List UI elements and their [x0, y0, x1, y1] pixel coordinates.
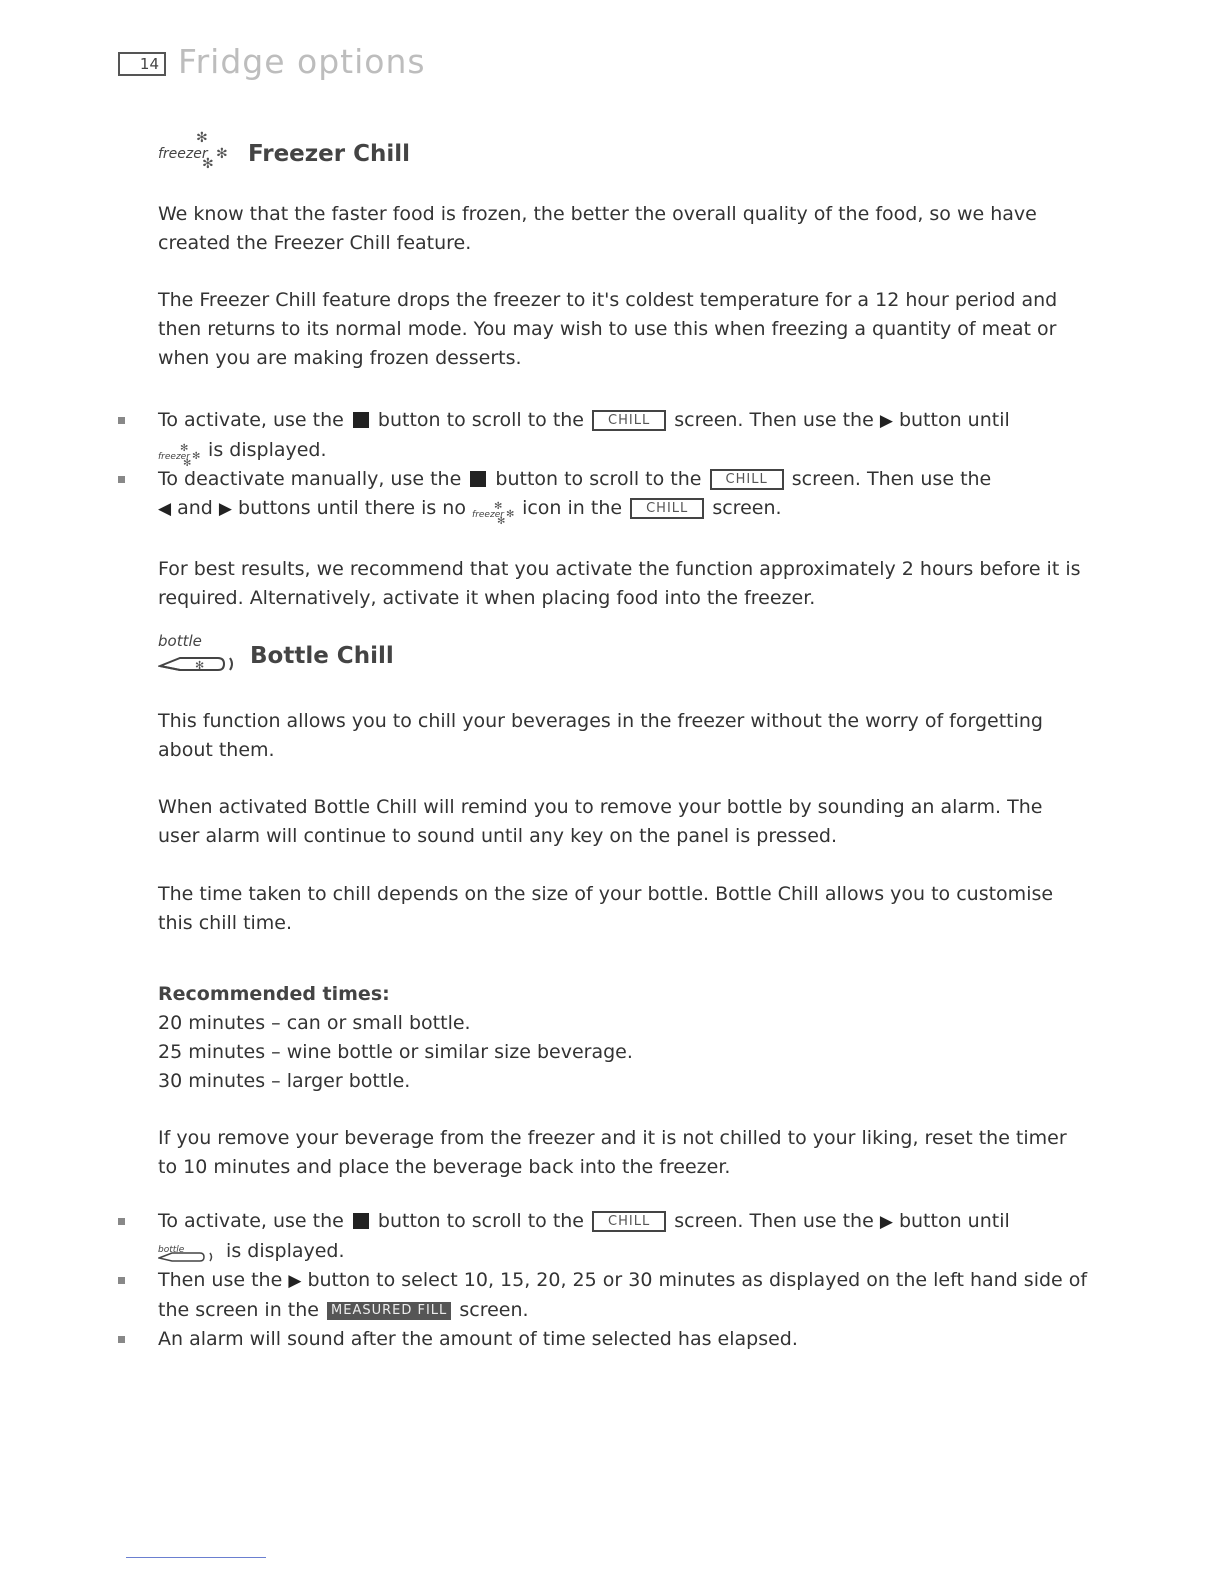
freezer-chill-heading: [158, 130, 411, 174]
right-arrow-icon: ▶: [879, 1212, 893, 1232]
footer-rule: [126, 1557, 266, 1558]
list-item: To activate, use the button to scroll to the CHILL screen. Then use the ▶ button until bottle is displayed.: [158, 1207, 1108, 1266]
bottle-bullets: [158, 1207, 1108, 1354]
freezer-para-3: For best results, we recommend that you activate the function approximately 2 hours before it is required. Alternatively, activate it when placing food into the freezer.: [158, 558, 1081, 609]
list-item: To deactivate manually, use the button to scroll to the CHILL screen. Then use the ◀ and ▶ buttons until there is no freezer ✻ ✻ ✻ icon in the CHILL screen.: [158, 465, 1108, 524]
chill-screen-label: CHILL: [710, 469, 784, 490]
freezer-chill-icon: freezer ✻ ✻ ✻: [472, 500, 515, 527]
list-item: To activate, use the button to scroll to the CHILL screen. Then use the ▶ button until freezer ✻ ✻ ✻ is displayed.: [158, 406, 1108, 465]
bottle-chill-title: Bottle Chill: [250, 643, 394, 669]
bottle-chill-icon: bottle ✻: [158, 634, 242, 678]
left-arrow-icon: ◀: [158, 499, 172, 519]
list-item: Then use the ▶ button to select 10, 15, 20, 25 or 30 minutes as displayed on the left hand side of the screen in the MEASURED FILL screen.: [158, 1266, 1108, 1325]
list-item: An alarm will sound after the amount of time selected has elapsed.: [158, 1325, 1108, 1354]
bottle-chill-icon: bottle: [158, 1240, 220, 1264]
bottle-para-1: This function allows you to chill your beverages in the freezer without the worry of forgetting about them.: [158, 710, 1043, 761]
scroll-button-icon: [353, 1213, 369, 1229]
right-arrow-icon: ▶: [879, 411, 893, 431]
freezer-chill-icon: freezer ✻ ✻ ✻: [158, 442, 201, 469]
chill-screen-label: CHILL: [592, 1211, 666, 1232]
scroll-button-icon: [470, 471, 486, 487]
page-title: Fridge options: [178, 42, 426, 81]
bottle-para-2: When activated Bottle Chill will remind you to remove your bottle by sounding an alarm. The user alarm will continue to sound until any key on the panel is pressed.: [158, 796, 1043, 847]
freezer-para-1: We know that the faster food is frozen, the better the overall quality of the food, so we have created the Freezer Chill feature.: [158, 203, 1037, 254]
svg-text:✻: ✻: [195, 659, 205, 672]
chill-screen-label: CHILL: [592, 410, 666, 431]
recommended-times: [158, 980, 1088, 1096]
freezer-bullets: [158, 406, 1108, 527]
right-arrow-icon: ▶: [218, 499, 232, 519]
recommended-times-heading: Recommended times:: [158, 983, 390, 1005]
freezer-para-2: The Freezer Chill feature drops the freezer to it's coldest temperature for a 12 hour period and then returns to its normal mode. You may wish to use this when freezing a quantity of meat or when you are making frozen desserts.: [158, 289, 1058, 369]
page-header: [118, 42, 426, 82]
list-item: 20 minutes – can or small bottle.: [158, 1012, 471, 1034]
list-item: 30 minutes – larger bottle.: [158, 1070, 411, 1092]
page-number: 14: [118, 52, 166, 76]
right-arrow-icon: ▶: [288, 1271, 302, 1291]
bottle-chill-heading: [158, 634, 394, 678]
measured-fill-screen-label: MEASURED FILL: [327, 1302, 451, 1320]
bottle-para-4: If you remove your beverage from the freezer and it is not chilled to your liking, reset the timer to 10 minutes and place the beverage back into the freezer.: [158, 1127, 1067, 1178]
list-item: 25 minutes – wine bottle or similar size beverage.: [158, 1041, 633, 1063]
freezer-chill-icon: freezer ✻ ✻ ✻: [158, 130, 228, 172]
freezer-chill-title: Freezer Chill: [248, 141, 411, 167]
bottle-para-3: The time taken to chill depends on the size of your bottle. Bottle Chill allows you to customise this chill time.: [158, 883, 1054, 934]
scroll-button-icon: [353, 412, 369, 428]
chill-screen-label: CHILL: [630, 498, 704, 519]
